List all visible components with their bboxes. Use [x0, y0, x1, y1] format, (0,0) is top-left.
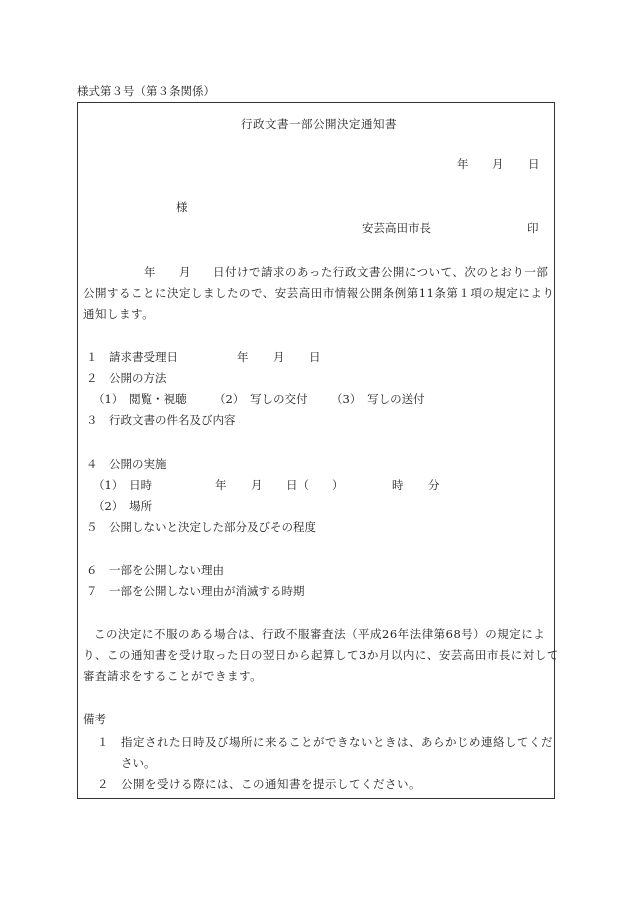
date-month-label: 月 [492, 157, 504, 171]
remark-1-line-1: １ 指定された日時及び場所に来ることができないときは、あらかじめ連絡してくだ [97, 735, 553, 749]
addressee-honorific: 様 [176, 200, 188, 214]
notice-form [77, 102, 555, 799]
appeal-line-2: り、この通知書を受け取った日の翌日から起算して3か月以内に、安芸高田市長に対して [83, 648, 559, 662]
remarks-heading: 備考 [83, 712, 106, 726]
intro-month-label: 月 [179, 265, 191, 279]
item-6-reason-label: ６ 一部を公開しない理由 [86, 563, 224, 577]
intro-line-3: 通知します。 [83, 307, 155, 321]
item-2-disclosure-method-label: ２ 公開の方法 [86, 371, 167, 385]
document-title: 行政文書一部公開決定通知書 [241, 117, 397, 131]
form-number-label: 様式第３号（第３条関係） [77, 84, 215, 98]
item-4-disclosure-execution-label: ４ 公開の実施 [86, 457, 167, 471]
method-option-viewing: （1） 閲覧・視聴 [93, 392, 187, 406]
issuer-name: 安芸高田市長 [362, 221, 431, 235]
seal-mark: 印 [527, 221, 539, 235]
item-4-month: 月 [251, 478, 263, 492]
item-5-undisclosed-parts-label: ５ 公開しないと決定した部分及びその程度 [86, 520, 316, 534]
remark-1-line-2: さい。 [121, 756, 156, 770]
intro-line-1: 日付けで請求のあった行政文書公開について、次のとおり一部 [213, 265, 549, 279]
appeal-line-3: 審査請求をすることができます。 [83, 669, 263, 683]
item-4-minute: 分 [428, 478, 440, 492]
method-option-copy-mailing: （3） 写しの送付 [331, 392, 425, 406]
method-option-copy-delivery: （2） 写しの交付 [214, 392, 308, 406]
date-day-label: 日 [528, 157, 540, 171]
item-7-expiry-label: ７ 一部を公開しない理由が消滅する時期 [86, 584, 305, 598]
item-4-day-weekday: 日（ ） [286, 478, 344, 492]
item-4-year: 年 [215, 478, 227, 492]
item-4-datetime-label: （1） 日時 [93, 478, 153, 492]
item-4-location-label: （2） 場所 [93, 499, 153, 513]
item-1-receipt-date-label: １ 請求書受理日 [86, 350, 178, 364]
item-1-day: 日 [309, 350, 321, 364]
appeal-line-1: この決定に不服のある場合は、行政不服審査法（平成26年法律第68号）の規定によ [94, 627, 546, 641]
intro-line-2: 公開することに決定しましたので、安芸高田市情報公開条例第11条第１項の規定により [83, 286, 555, 300]
item-3-document-subject-label: ３ 行政文書の件名及び内容 [86, 413, 236, 427]
remark-2: ２ 公開を受ける際には、この通知書を提示してください。 [97, 777, 421, 791]
item-4-hour: 時 [392, 478, 404, 492]
date-year-label: 年 [457, 157, 469, 171]
item-1-year: 年 [237, 350, 249, 364]
intro-year-label: 年 [144, 265, 156, 279]
item-1-month: 月 [273, 350, 285, 364]
